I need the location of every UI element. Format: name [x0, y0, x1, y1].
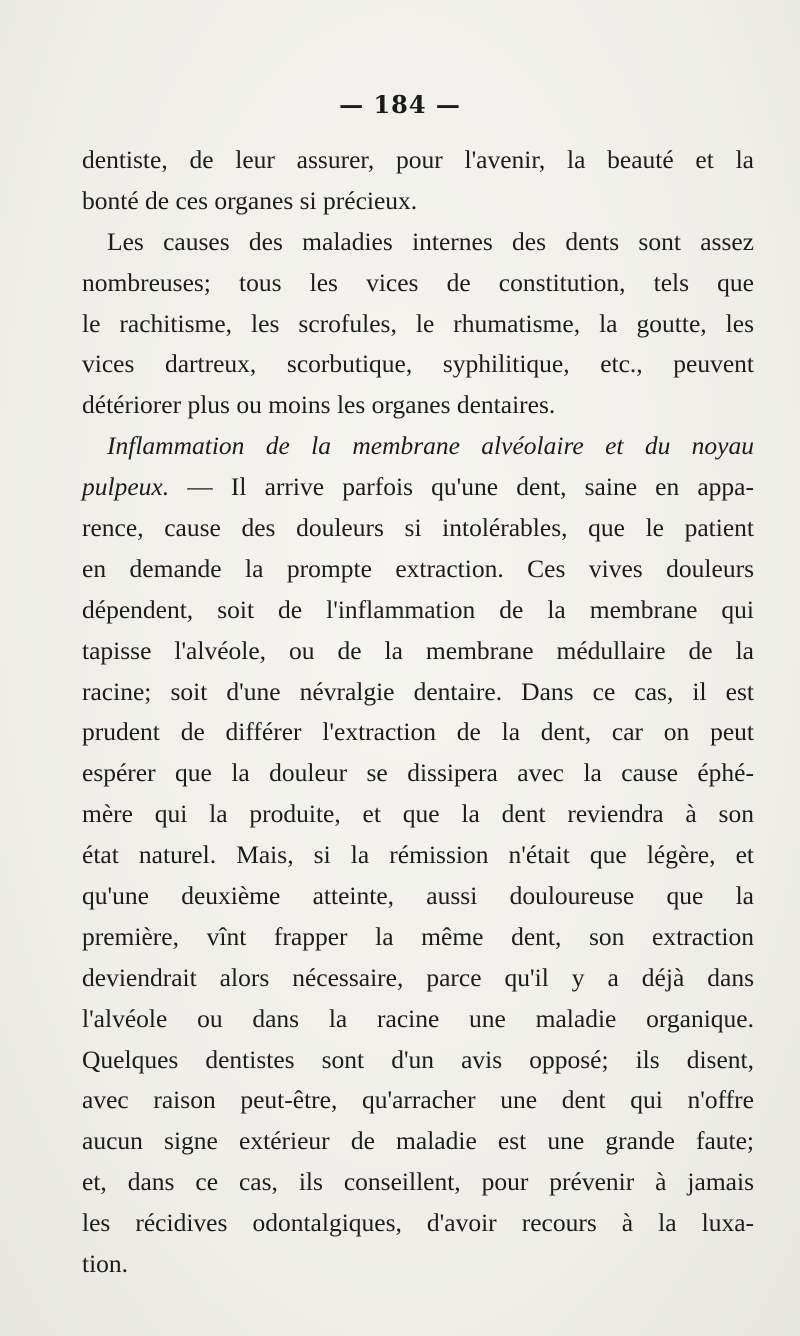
text-line: mère qui la produite, et que la dent reviendra à son: [82, 799, 754, 829]
text-line: rence, cause des douleurs si intolérables, que le patient: [82, 513, 754, 543]
body-text: [82, 140, 754, 1285]
text-line: en demande la prompte extraction. Ces vives douleurs: [82, 553, 754, 583]
text-line: première, vînt frapper la même dent, son extraction: [82, 921, 754, 951]
text-line: aucun signe extérieur de maladie est une grande faute;: [82, 1126, 754, 1156]
text-line: les récidives odontalgiques, d'avoir recours à la luxa-: [82, 1208, 754, 1238]
page-number: — 184 —: [339, 90, 461, 119]
text-line: racine; soit d'une névralgie dentaire. Dans ce cas, il est: [82, 676, 754, 706]
text-line: l'alvéole ou dans la racine une maladie organique.: [82, 1003, 754, 1033]
text-line-continuation: — Il arrive parfois qu'une dent, saine en appa-: [169, 472, 754, 502]
text-line-mixed: [82, 467, 754, 508]
text-line: tapisse l'alvéole, ou de la membrane médullaire de la: [82, 635, 754, 665]
text-line: le rachitisme, les scrofules, le rhumatisme, la goutte, les: [82, 308, 754, 338]
text-line: et, dans ce cas, ils conseillent, pour prévenir à jamais: [82, 1167, 754, 1197]
text-line: Quelques dentistes sont d'un avis opposé; ils disent,: [82, 1044, 754, 1074]
text-line: détériorer plus ou moins les organes dentaires.: [82, 390, 556, 420]
text-line: dentiste, de leur assurer, pour l'avenir, la beauté et la: [82, 145, 754, 174]
text-line: espérer que la douleur se dissipera avec la cause éphé-: [82, 758, 754, 788]
text-line: dépendent, soit de l'inflammation de la membrane qui: [82, 594, 754, 624]
text-line: avec raison peut-être, qu'arracher une dent qui n'offre: [82, 1085, 754, 1115]
text-line: Les causes des maladies internes des dents sont assez: [107, 226, 754, 256]
section-heading-line: Inflammation de la membrane alvéolaire et du noyau: [107, 431, 754, 461]
text-line: tion.: [82, 1249, 129, 1279]
text-line: état naturel. Mais, si la rémission n'était que légère, et: [82, 840, 754, 870]
text-line: qu'une deuxième atteinte, aussi douloureuse que la: [82, 881, 754, 911]
text-line: bonté de ces organes si précieux.: [82, 185, 418, 215]
text-line: nombreuses; tous les vices de constitution, tels que: [82, 267, 754, 297]
section-heading-end: pulpeux.: [82, 472, 170, 502]
text-line: deviendrait alors nécessaire, parce qu'il y a déjà dans: [82, 962, 754, 992]
text-line: vices dartreux, scorbutique, syphilitique, etc., peuvent: [82, 349, 754, 379]
text-line: prudent de différer l'extraction de la dent, car on peut: [82, 717, 754, 747]
